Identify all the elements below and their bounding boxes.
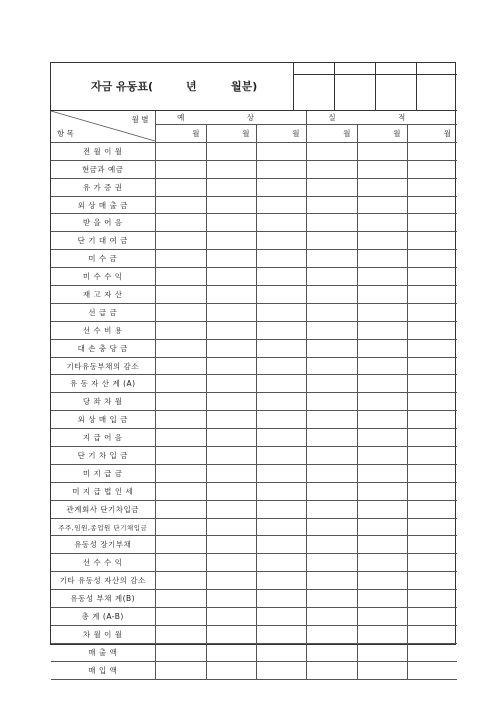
value-cell[interactable] (306, 286, 357, 304)
value-cell[interactable] (256, 232, 306, 250)
value-cell[interactable] (206, 536, 256, 554)
value-cell[interactable] (407, 500, 457, 518)
value-cell[interactable] (306, 482, 357, 500)
value-cell[interactable] (357, 321, 407, 339)
value-cell[interactable] (256, 321, 306, 339)
value-cell[interactable] (256, 482, 306, 500)
value-cell[interactable] (357, 411, 407, 429)
value-cell[interactable] (155, 286, 206, 304)
table-row (51, 411, 457, 429)
value-cell[interactable] (306, 375, 357, 393)
row-label: 기타 유동성 자산의 감소 (51, 572, 155, 590)
value-cell[interactable] (155, 554, 206, 572)
value-cell[interactable] (407, 357, 457, 375)
value-cell[interactable] (306, 572, 357, 590)
value-cell[interactable] (256, 429, 306, 447)
approval-box (294, 63, 457, 110)
value-cell[interactable] (306, 625, 357, 643)
table-row (51, 608, 457, 626)
value-cell[interactable] (206, 303, 256, 321)
value-cell[interactable] (306, 464, 357, 482)
value-cell[interactable] (407, 572, 457, 590)
value-cell[interactable] (155, 250, 206, 268)
row-label: 관계회사 단기차입금 (51, 500, 155, 518)
value-cell[interactable] (206, 196, 256, 214)
value-cell[interactable] (407, 554, 457, 572)
row-label: 매 출 액 (51, 643, 155, 661)
table-row (51, 321, 457, 339)
value-cell[interactable] (155, 608, 206, 626)
value-cell[interactable] (155, 321, 206, 339)
value-cell[interactable] (407, 160, 457, 178)
title-prefix: 자금 유동표( (91, 80, 153, 93)
value-cell[interactable] (407, 429, 457, 447)
value-cell[interactable] (407, 196, 457, 214)
value-cell[interactable] (407, 590, 457, 608)
value-cell[interactable] (256, 375, 306, 393)
title-block (51, 63, 457, 111)
value-cell[interactable] (357, 554, 407, 572)
value-cell[interactable] (407, 643, 457, 661)
row-label: 기타유동부채의 감소 (51, 357, 155, 375)
table-row (51, 178, 457, 196)
value-cell[interactable] (357, 393, 407, 411)
value-cell[interactable] (206, 464, 256, 482)
value-cell[interactable] (256, 590, 306, 608)
value-cell[interactable] (357, 464, 407, 482)
table-row (51, 500, 457, 518)
value-cell[interactable] (306, 536, 357, 554)
approval-col-line (416, 63, 417, 110)
value-cell[interactable] (256, 142, 306, 160)
row-label: 미 수 수 익 (51, 268, 155, 286)
table-row (51, 482, 457, 500)
value-cell[interactable] (306, 500, 357, 518)
value-cell[interactable] (407, 625, 457, 643)
value-cell[interactable] (256, 393, 306, 411)
table-row (51, 142, 457, 160)
approval-col-line (375, 63, 376, 110)
row-label: 총 계 (A-B) (51, 608, 155, 626)
value-cell[interactable] (155, 196, 206, 214)
table-row (51, 661, 457, 679)
value-cell[interactable] (407, 447, 457, 465)
value-cell[interactable] (306, 518, 357, 536)
value-cell[interactable] (155, 393, 206, 411)
value-cell[interactable] (256, 196, 306, 214)
value-cell[interactable] (256, 357, 306, 375)
value-cell[interactable] (407, 482, 457, 500)
value-cell[interactable] (407, 339, 457, 357)
row-label: 단 기 대 여 금 (51, 232, 155, 250)
table-row (51, 643, 457, 661)
value-cell[interactable] (407, 214, 457, 232)
cash-flow-form (50, 62, 456, 675)
table-row (51, 268, 457, 286)
value-cell[interactable] (407, 464, 457, 482)
value-cell[interactable] (155, 500, 206, 518)
value-cell[interactable] (206, 572, 256, 590)
value-cell[interactable] (407, 232, 457, 250)
row-label: 선 수 수 익 (51, 554, 155, 572)
table-row (51, 393, 457, 411)
value-cell[interactable] (357, 196, 407, 214)
value-cell[interactable] (206, 500, 256, 518)
value-cell[interactable] (357, 339, 407, 357)
row-label: 받 을 어 음 (51, 214, 155, 232)
value-cell[interactable] (306, 303, 357, 321)
value-cell[interactable] (155, 375, 206, 393)
row-label: 유 동 자 산 계 (A) (51, 375, 155, 393)
table-row (51, 518, 457, 536)
value-cell[interactable] (306, 160, 357, 178)
value-cell[interactable] (155, 536, 206, 554)
value-cell[interactable] (206, 339, 256, 357)
value-cell[interactable] (155, 429, 206, 447)
value-cell[interactable] (306, 142, 357, 160)
title-month: 월분) (231, 80, 258, 93)
value-cell[interactable] (256, 500, 306, 518)
value-cell[interactable] (256, 286, 306, 304)
actual-month-1: 월 (306, 125, 357, 143)
form-title (51, 63, 294, 110)
row-label: 외 상 매 출 금 (51, 196, 155, 214)
value-cell[interactable] (407, 303, 457, 321)
value-cell[interactable] (306, 196, 357, 214)
value-cell[interactable] (306, 357, 357, 375)
value-cell[interactable] (206, 214, 256, 232)
value-cell[interactable] (357, 357, 407, 375)
row-label: 매 입 액 (51, 661, 155, 679)
value-cell[interactable] (155, 482, 206, 500)
row-label: 유 가 증 권 (51, 178, 155, 196)
value-cell[interactable] (155, 625, 206, 643)
value-cell[interactable] (256, 178, 306, 196)
value-cell[interactable] (256, 536, 306, 554)
value-cell[interactable] (155, 661, 206, 679)
value-cell[interactable] (306, 268, 357, 286)
value-cell[interactable] (256, 339, 306, 357)
value-cell[interactable] (206, 357, 256, 375)
row-label: 선 수 비 용 (51, 321, 155, 339)
value-cell[interactable] (306, 321, 357, 339)
value-cell[interactable] (256, 625, 306, 643)
table-row (51, 590, 457, 608)
value-cell[interactable] (155, 160, 206, 178)
value-cell[interactable] (407, 178, 457, 196)
value-cell[interactable] (206, 286, 256, 304)
value-cell[interactable] (155, 357, 206, 375)
value-cell[interactable] (357, 160, 407, 178)
value-cell[interactable] (256, 643, 306, 661)
row-label: 대 손 충 당 금 (51, 339, 155, 357)
value-cell[interactable] (306, 214, 357, 232)
value-cell[interactable] (357, 232, 407, 250)
value-cell[interactable] (256, 464, 306, 482)
value-cell[interactable] (206, 232, 256, 250)
value-cell[interactable] (206, 411, 256, 429)
value-cell[interactable] (256, 608, 306, 626)
row-label: 미 지 급 법 인 세 (51, 482, 155, 500)
row-label: 전 월 이 월 (51, 142, 155, 160)
value-cell[interactable] (357, 429, 407, 447)
value-cell[interactable] (357, 375, 407, 393)
value-cell[interactable] (155, 339, 206, 357)
table-row (51, 572, 457, 590)
value-cell[interactable] (357, 643, 407, 661)
table-row (51, 250, 457, 268)
row-label: 미 수 금 (51, 250, 155, 268)
value-cell[interactable] (155, 464, 206, 482)
value-cell[interactable] (357, 536, 407, 554)
value-cell[interactable] (256, 447, 306, 465)
table-row (51, 375, 457, 393)
value-cell[interactable] (206, 482, 256, 500)
approval-col-line (334, 63, 335, 110)
value-cell[interactable] (256, 411, 306, 429)
table-row (51, 303, 457, 321)
value-cell[interactable] (306, 661, 357, 679)
value-cell[interactable] (256, 661, 306, 679)
value-cell[interactable] (256, 554, 306, 572)
row-label: 유동성 부채 계(B) (51, 590, 155, 608)
value-cell[interactable] (256, 160, 306, 178)
value-cell[interactable] (357, 608, 407, 626)
value-cell[interactable] (306, 393, 357, 411)
table-row (51, 339, 457, 357)
value-cell[interactable] (306, 232, 357, 250)
value-cell[interactable] (256, 518, 306, 536)
title-year: 년 (186, 80, 197, 93)
table-row (51, 536, 457, 554)
value-cell[interactable] (407, 411, 457, 429)
row-label: 지 급 어 음 (51, 429, 155, 447)
month-axis-label: 월 별 (131, 115, 149, 124)
forecast-group-header: 예 상 (155, 111, 306, 125)
value-cell[interactable] (357, 286, 407, 304)
value-cell[interactable] (407, 608, 457, 626)
value-cell[interactable] (155, 518, 206, 536)
value-cell[interactable] (206, 142, 256, 160)
value-cell[interactable] (357, 142, 407, 160)
value-cell[interactable] (357, 572, 407, 590)
row-label: 주주,임원,종업원 단기채입금 (51, 518, 155, 536)
value-cell[interactable] (206, 375, 256, 393)
value-cell[interactable] (357, 268, 407, 286)
value-cell[interactable] (306, 429, 357, 447)
row-label: 차 월 이 월 (51, 625, 155, 643)
value-cell[interactable] (407, 321, 457, 339)
value-cell[interactable] (357, 178, 407, 196)
value-cell[interactable] (357, 661, 407, 679)
row-label: 단 기 차 입 금 (51, 447, 155, 465)
value-cell[interactable] (306, 339, 357, 357)
value-cell[interactable] (407, 536, 457, 554)
value-cell[interactable] (206, 250, 256, 268)
forecast-month-2: 월 (206, 125, 256, 143)
value-cell[interactable] (407, 393, 457, 411)
item-axis-label: 항 목 (57, 128, 74, 138)
value-cell[interactable] (206, 590, 256, 608)
value-cell[interactable] (206, 661, 256, 679)
value-cell[interactable] (155, 232, 206, 250)
value-cell[interactable] (155, 590, 206, 608)
table-row (51, 429, 457, 447)
table-row (51, 160, 457, 178)
value-cell[interactable] (206, 447, 256, 465)
value-cell[interactable] (407, 286, 457, 304)
value-cell[interactable] (206, 518, 256, 536)
table-row (51, 286, 457, 304)
value-cell[interactable] (306, 608, 357, 626)
forecast-month-3: 월 (256, 125, 306, 143)
row-label: 당 좌 차 월 (51, 393, 155, 411)
value-cell[interactable] (256, 214, 306, 232)
actual-group-header: 실 적 (306, 111, 457, 125)
value-cell[interactable] (155, 643, 206, 661)
value-cell[interactable] (306, 447, 357, 465)
value-cell[interactable] (206, 643, 256, 661)
row-label: 유동성 장기부채 (51, 536, 155, 554)
value-cell[interactable] (206, 625, 256, 643)
value-cell[interactable] (206, 429, 256, 447)
table-row (51, 232, 457, 250)
value-cell[interactable] (256, 303, 306, 321)
row-label: 현금과 예금 (51, 160, 155, 178)
value-cell[interactable] (206, 393, 256, 411)
value-cell[interactable] (206, 321, 256, 339)
row-label: 외 상 매 입 금 (51, 411, 155, 429)
table-row (51, 464, 457, 482)
actual-month-2: 월 (357, 125, 407, 143)
value-cell[interactable] (155, 178, 206, 196)
row-label: 재 고 자 산 (51, 286, 155, 304)
value-cell[interactable] (306, 178, 357, 196)
value-cell[interactable] (155, 268, 206, 286)
header-row-groups (51, 111, 457, 125)
value-cell[interactable] (306, 590, 357, 608)
value-cell[interactable] (357, 214, 407, 232)
value-cell[interactable] (357, 625, 407, 643)
value-cell[interactable] (357, 500, 407, 518)
row-label: 선 급 금 (51, 303, 155, 321)
header-corner (51, 111, 155, 142)
value-cell[interactable] (407, 518, 457, 536)
value-cell[interactable] (407, 268, 457, 286)
value-cell[interactable] (306, 411, 357, 429)
value-cell[interactable] (357, 482, 407, 500)
actual-month-3: 월 (407, 125, 457, 143)
value-cell[interactable] (206, 178, 256, 196)
table-row (51, 447, 457, 465)
table-row (51, 625, 457, 643)
row-label: 미 지 급 금 (51, 464, 155, 482)
value-cell[interactable] (206, 268, 256, 286)
value-cell[interactable] (407, 142, 457, 160)
cash-flow-table (51, 111, 457, 680)
value-cell[interactable] (155, 447, 206, 465)
value-cell[interactable] (155, 214, 206, 232)
table-row (51, 357, 457, 375)
value-cell[interactable] (155, 411, 206, 429)
value-cell[interactable] (206, 608, 256, 626)
value-cell[interactable] (206, 160, 256, 178)
value-cell[interactable] (357, 250, 407, 268)
value-cell[interactable] (155, 303, 206, 321)
value-cell[interactable] (357, 303, 407, 321)
value-cell[interactable] (306, 643, 357, 661)
value-cell[interactable] (256, 572, 306, 590)
value-cell[interactable] (155, 572, 206, 590)
table-row (51, 214, 457, 232)
value-cell[interactable] (206, 554, 256, 572)
value-cell[interactable] (357, 590, 407, 608)
forecast-month-1: 월 (155, 125, 206, 143)
value-cell[interactable] (306, 250, 357, 268)
value-cell[interactable] (256, 268, 306, 286)
value-cell[interactable] (357, 518, 407, 536)
table-row (51, 196, 457, 214)
value-cell[interactable] (155, 142, 206, 160)
value-cell[interactable] (407, 250, 457, 268)
value-cell[interactable] (407, 375, 457, 393)
value-cell[interactable] (407, 661, 457, 679)
value-cell[interactable] (256, 250, 306, 268)
table-row (51, 554, 457, 572)
value-cell[interactable] (306, 554, 357, 572)
value-cell[interactable] (357, 447, 407, 465)
